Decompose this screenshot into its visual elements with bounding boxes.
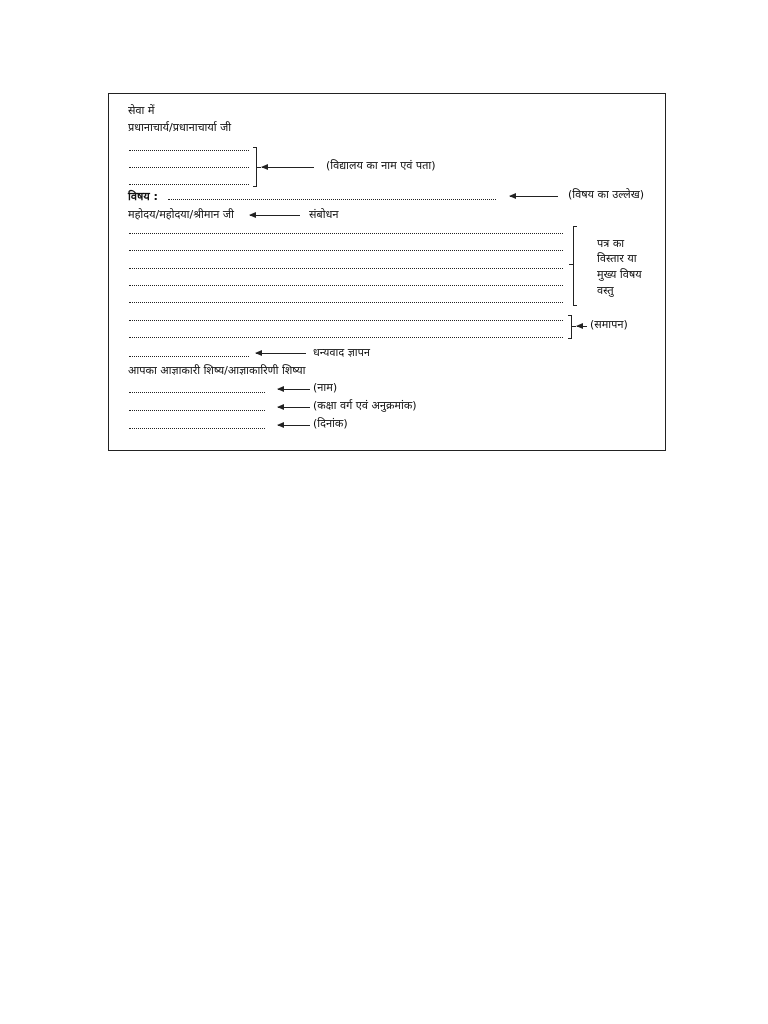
address-line-2: [129, 167, 249, 168]
body-note-line-2: विस्तार या: [597, 252, 637, 265]
signoff-text: आपका आज्ञाकारी शिष्य/आज्ञाकारिणी शिष्या: [128, 364, 306, 377]
date-line: [129, 428, 265, 429]
body-line-4: [129, 285, 563, 286]
subject-note: (विषय का उल्लेख): [568, 188, 645, 201]
subject-arrow-icon: [510, 196, 558, 197]
body-note-line-4: वस्तु: [597, 284, 614, 297]
subject-line: [168, 199, 496, 200]
body-note-line-1: पत्र का: [597, 237, 625, 250]
body-line-1: [129, 233, 563, 234]
class-arrow-icon: [278, 407, 310, 408]
address-line-3: [129, 184, 249, 185]
body-line-5: [129, 302, 563, 303]
body-brace: [573, 226, 577, 306]
body-line-2: [129, 250, 563, 251]
body-brace-nub: [569, 264, 573, 265]
thanks-arrow-icon: [256, 353, 306, 354]
class-note: (कक्षा वर्ग एवं अनुक्रमांक): [313, 399, 417, 412]
closing-arrow-icon: [577, 326, 587, 327]
recipient-text: प्रधानाचार्य/प्रधानाचार्या जी: [128, 121, 232, 134]
closing-brace: [568, 315, 572, 339]
salutation-arrow-icon: [250, 215, 300, 216]
salutation-note: संबोधन: [309, 208, 339, 221]
thanks-line: [129, 356, 249, 357]
name-line: [129, 392, 265, 393]
closing-line-1: [129, 320, 563, 321]
salutation-text: महोदय/महोदया/श्रीमान जी: [128, 208, 234, 221]
address-line-1: [129, 150, 249, 151]
subject-label: विषय :: [128, 190, 158, 203]
body-note-line-3: मुख्य विषय: [597, 268, 642, 281]
thanks-note: धन्यवाद ज्ञापन: [313, 346, 370, 359]
school-arrow-icon: [262, 167, 314, 168]
name-arrow-icon: [278, 389, 310, 390]
name-note: (नाम): [313, 381, 338, 394]
date-arrow-icon: [278, 425, 310, 426]
date-note: (दिनांक): [313, 417, 348, 430]
letter-format-frame: [108, 93, 666, 451]
school-note: (विद्यालय का नाम एवं पता): [326, 159, 436, 172]
closing-line-2: [129, 337, 563, 338]
seva-mein-text: सेवा में: [128, 104, 155, 117]
class-line: [129, 410, 265, 411]
closing-note: (समापन): [590, 318, 628, 331]
body-line-3: [129, 268, 563, 269]
